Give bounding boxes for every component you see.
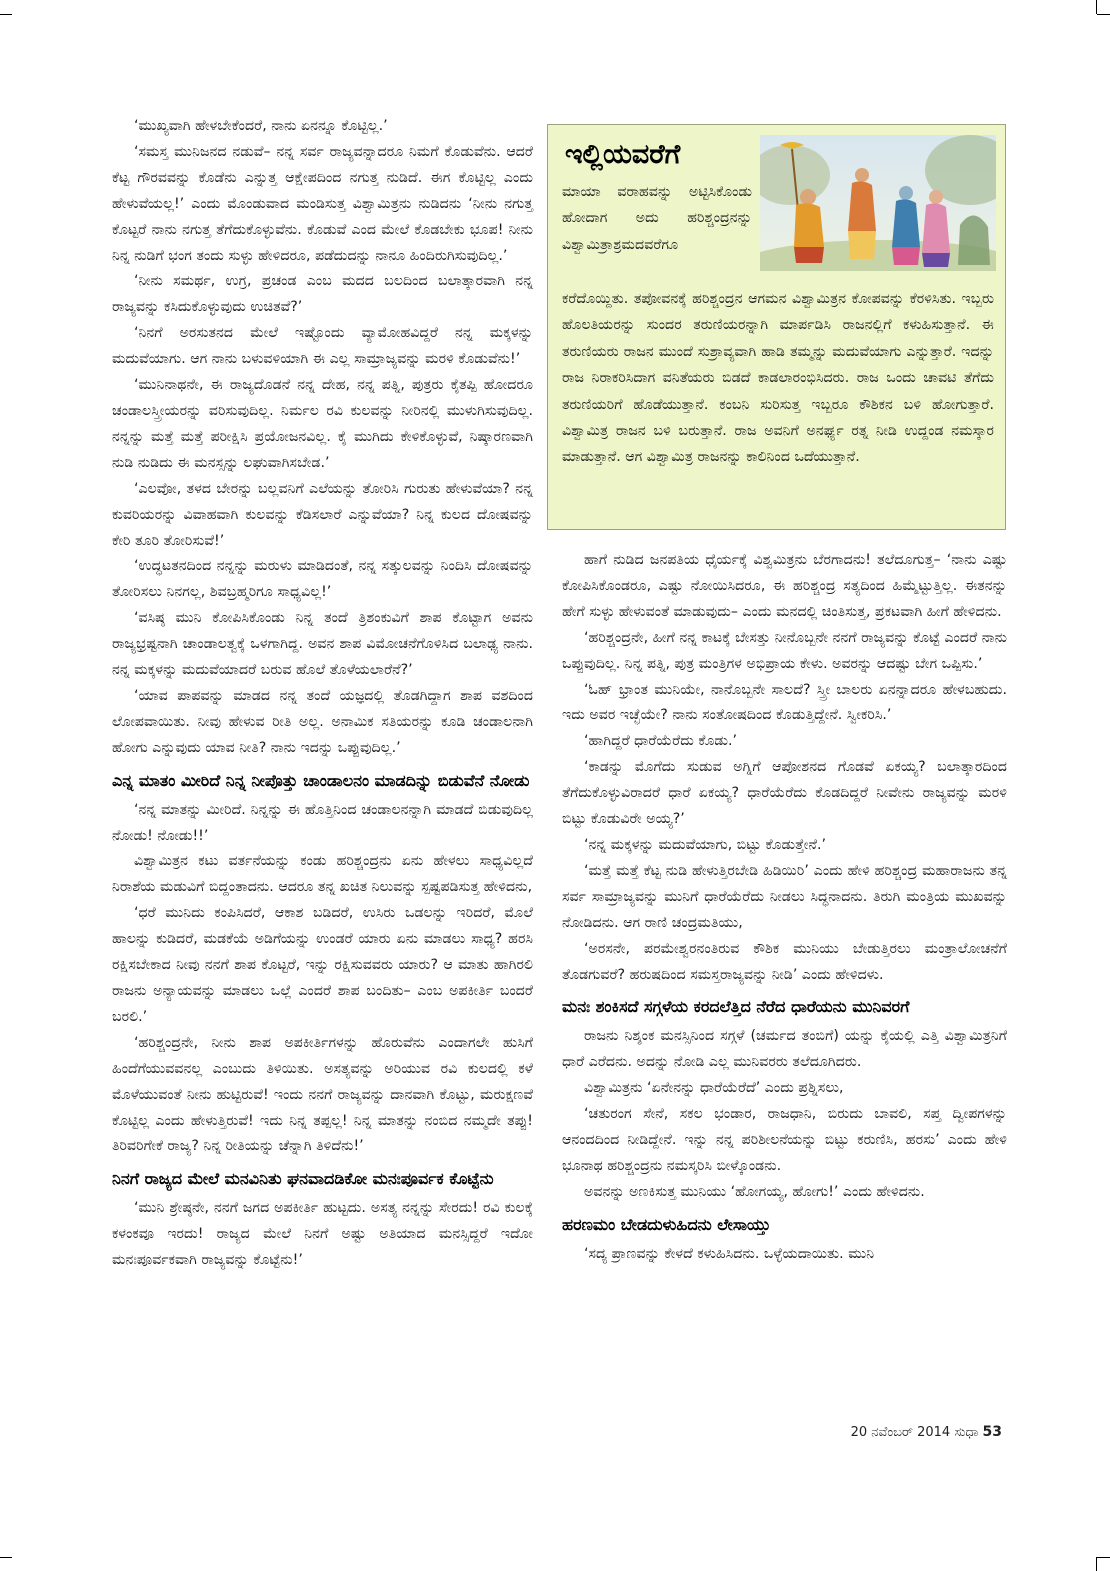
paragraph: ‘ಮುನಿ ಶ್ರೇಷ್ಠನೇ, ನನಗೆ ಜಗದ ಅಪಕೀರ್ತಿ ಹುಟ್ಟದು. ಅಸತ್ಯ ನನ್ನನ್ನು ಸೇರದು! ರವಿ ಕುಲಕ್ಕೆ ಕಳಂಕವೂ ಇರದು! ರಾಜ್ಯದ ಮೇಲೆ ನಿನಗೆ ಅಷ್ಟು ಅತಿಯಾದ ಮನಸ್ಸಿದ್ದರೆ ಇದೋ ಮನಃಪೂರ್ವಕವಾಗಿ ರಾಜ್ಯವನ್ನು ಕೊಟ್ಟೆನು!’	[112, 1200, 533, 1269]
crop-mark-bottom-right-h	[1097, 1557, 1110, 1558]
crop-mark-bottom-right-v	[1096, 1557, 1097, 1571]
paragraph: ‘ಸಮಸ್ತ ಮುನಿಜನದ ನಡುವೆ– ನನ್ನ ಸರ್ವ ರಾಜ್ಯವನ್ನಾದರೂ ನಿಮಗೆ ಕೊಡುವೆನು. ಆದರೆ ಕೆಟ್ಟ ಗೌರವವನ್ನು ಕೊಡೆನು ಎನ್ನುತ್ತ ಆಕ್ಷೇಪದಿಂದ ನಗುತ್ತ ನುಡಿದೆ. ಈಗ ಕೊಟ್ಟಿಲ್ಲ ಎಂದು ಹೇಳುವೆಯಲ್ಲ!’ ಎಂದು ಮೊಂಡುವಾದ ಮಂಡಿಸುತ್ತ ವಿಶ್ವಾಮಿತ್ರನು ನುಡಿದನು ‘ನೀನು ನಗುತ್ತ ಕೊಟ್ಟರೆ ನಾನು ನಗುತ್ತ ತೆಗೆದುಕೊಳ್ಳುವೆನು. ಕೊಡುವೆ ಎಂದ ಮೇಲೆ ಕೊಡಬೇಕು ಭೂಪ! ನೀನು ನಿನ್ನ ನುಡಿಗೆ ಭಂಗ ತಂದು ಸುಳ್ಳು ಹೇಳಿದರೂ, ಪಡೆದುದನ್ನು ನಾನೂ ಹಿಂದಿರುಗಿಸುವುದಿಲ್ಲ.’	[112, 143, 533, 264]
paragraph: ‘ನನ್ನ ಮಾತನ್ನು ಮೀರಿದೆ. ನಿನ್ನನ್ನು ಈ ಹೊತ್ತಿನಿಂದ ಚಂಡಾಲನನ್ನಾಗಿ ಮಾಡದೆ ಬಿಡುವುದಿಲ್ಲ ನೋಡು! ನೋಡು!!’	[112, 801, 533, 844]
crop-mark-top-left	[0, 14, 12, 15]
paragraph: ‘ಸದ್ಯ ಪ್ರಾಣವನ್ನು ಕೇಳದೆ ಕಳುಹಿಸಿದನು. ಒಳ್ಳೆಯದಾಯಿತು. ಮುನಿ	[584, 1245, 875, 1262]
paragraph: ‘ನೀನು ಸಮರ್ಥ, ಉಗ್ರ, ಪ್ರಚಂಡ ಎಂಬ ಮದದ ಬಲದಿಂದ ಬಲಾತ್ಕಾರವಾಗಿ ನನ್ನ ರಾಜ್ಯವನ್ನು ಕಸಿದುಕೊಳ್ಳುವುದು ಉಚಿತವೆ?’	[112, 273, 533, 316]
page-number: 53	[982, 1424, 1002, 1440]
paragraph: ‘ಓಹ್ ಭ್ರಾಂತ ಮುನಿಯೇ, ನಾನೊಬ್ಬನೇ ಸಾಲದೆ? ಸ್ತ್ರೀ ಬಾಲರು ಏನನ್ನಾದರೂ ಹೇಳಬಹುದು. ಇದು ಅವರ ಇಚ್ಛೆಯೇ? ನಾನು ಸಂತೋಷದಿಂದ ಕೊಡುತ್ತಿದ್ದೇನೆ. ಸ್ವೀಕರಿಸಿ.’	[562, 681, 1007, 724]
issue-date: 20 ನವೆಂಬರ್ 2014	[850, 1425, 951, 1440]
paragraph: ‘ಮುನಿನಾಥನೇ, ಈ ರಾಜ್ಯದೊಡನೆ ನನ್ನ ದೇಹ, ನನ್ನ ಪತ್ನಿ, ಪುತ್ರರು ಕೈತಪ್ಪಿ ಹೋದರೂ ಚಂಡಾಲಸ್ತ್ರೀಯರನ್ನು ವರಿಸುವುದಿಲ್ಲ. ನಿರ್ಮಲ ರವಿ ಕುಲವನ್ನು ನೀರಿನಲ್ಲಿ ಮುಳುಗಿಸುವುದಿಲ್ಲ. ನನ್ನನ್ನು ಮತ್ತೆ ಮತ್ತೆ ಪರೀಕ್ಷಿಸಿ ಪ್ರಯೋಜನವಿಲ್ಲ. ಕೈ ಮುಗಿದು ಕೇಳಿಕೊಳ್ಳುವೆ, ನಿಷ್ಕಾರಣವಾಗಿ ನುಡಿ ನುಡಿದು ಈ ಮನಸ್ಸನ್ನು ಲಘುವಾಗಿಸಬೇಡ.’	[112, 377, 533, 471]
paragraph: ‘ಹಾಗಿದ್ದರೆ ಧಾರೆಯೆರೆದು ಕೊಡು.’	[584, 733, 737, 750]
paragraph: ‘ಚತುರಂಗ ಸೇನೆ, ಸಕಲ ಭಂಡಾರ, ರಾಜಧಾನಿ, ಬಿರುದು ಬಾವಲಿ, ಸಪ್ತ ದ್ವೀಪಗಳನ್ನು ಆನಂದದಿಂದ ನೀಡಿದ್ದೇನೆ. ಇನ್ನು ನನ್ನ ಪರಿಶೀಲನೆಯನ್ನು ಬಿಟ್ಟು ಕರುಣಿಸಿ, ಹರಸು’ ಎಂದು ಹೇಳಿ ಭೂನಾಥ ಹರಿಶ್ಚಂದ್ರನು ನಮಸ್ಕರಿಸಿ ಬೀಳ್ಕೊಂಡನು.	[562, 1106, 1007, 1174]
paragraph: ಹಾಗೆ ನುಡಿದ ಜನಪತಿಯ ಧೈರ್ಯಕ್ಕೆ ವಿಶ್ವಮಿತ್ರನು ಬೆರಗಾದನು! ತಲೆದೂಗುತ್ತ– ‘ನಾನು ಎಷ್ಟು ಕೋಪಿಸಿಕೊಂಡರೂ, ಎಷ್ಟು ನೋಯಿಸಿದರೂ, ಈ ಹರಿಶ್ಚಂದ್ರ ಸತ್ಯದಿಂದ ಹಿಮ್ಮೆಟ್ಟುತ್ತಿಲ್ಲ. ಈತನನ್ನು ಹೇಗೆ ಸುಳ್ಳು ಹೇಳುವಂತೆ ಮಾಡುವುದು– ಎಂದು ಮನದಲ್ಲಿ ಚಿಂತಿಸುತ್ತ, ಪ್ರಕಟವಾಗಿ ಹೀಗೆ ಹೇಳಿದನು.	[562, 552, 1007, 620]
paragraph: ‘ನಿನಗೆ ಅರಸುತನದ ಮೇಲೆ ಇಷ್ಟೊಂದು ವ್ಯಾಮೋಹವಿದ್ದರೆ ನನ್ನ ಮಕ್ಕಳನ್ನು ಮದುವೆಯಾಗು. ಆಗ ನಾನು ಬಳುವಳಿಯಾಗಿ ಈ ಎಲ್ಲ ಸಾಮ್ರಾಜ್ಯವನ್ನು ಮರಳಿ ಕೊಡುವೆನು!’	[112, 325, 533, 368]
right-column	[562, 548, 1007, 1268]
paragraph: ರಾಜನು ನಿಶ್ಶಂಕ ಮನಸ್ಸಿನಿಂದ ಸಗ್ಗಳೆ (ಚರ್ಮದ ತಂಬಿಗೆ) ಯನ್ನು ಕೈಯಲ್ಲಿ ಎತ್ತಿ ವಿಶ್ವಾಮಿತ್ರನಿಗೆ ಧಾರೆ ಎರೆದನು. ಅದನ್ನು ನೋಡಿ ಎಲ್ಲ ಮುನಿವರರು ತಲೆದೂಗಿದರು.	[562, 1028, 1007, 1071]
paragraph: ‘ಮತ್ತೆ ಮತ್ತೆ ಕೆಟ್ಟ ನುಡಿ ಹೇಳುತ್ತಿರಬೇಡಿ ಹಿಡಿಯಿರಿ’ ಎಂದು ಹೇಳಿ ಹರಿಶ್ಚಂದ್ರ ಮಹಾರಾಜನು ತನ್ನ ಸರ್ವ ಸಾಮ್ರಾಜ್ಯವನ್ನು ಮುನಿಗೆ ಧಾರೆಯೆರೆದು ನೀಡಲು ಸಿದ್ಧನಾದನು. ತಿರುಗಿ ಮಂತ್ರಿಯ ಮುಖವನ್ನು ನೋಡಿದನು. ಆಗ ರಾಣಿ ಚಂದ್ರಮತಿಯು,	[562, 862, 1007, 931]
paragraph: ‘ವಸಿಷ್ಠ ಮುನಿ ಕೋಪಿಸಿಕೊಂಡು ನಿನ್ನ ತಂದೆ ತ್ರಿಶಂಕುವಿಗೆ ಶಾಪ ಕೊಟ್ಟಾಗ ಅವನು ರಾಜ್ಯಭ್ರಷ್ಟನಾಗಿ ಚಾಂಡಾಲತ್ವಕ್ಕೆ ಒಳಗಾಗಿದ್ದ. ಅವನ ಶಾಪ ವಿಮೋಚನೆಗೊಳಿಸಿದ ಬಲಾಢ್ಯ ನಾನು. ನನ್ನ ಮಕ್ಕಳನ್ನು ಮದುವೆಯಾದರೆ ಬರುವ ಹೊಲೆ ತೊಳೆಯಲಾರೆನೆ?’	[112, 610, 533, 679]
summary-text-narrow	[562, 179, 752, 258]
paragraph: ಅವನನ್ನು ಅಣಕಿಸುತ್ತ ಮುನಿಯು ‘ಹೋಗಯ್ಯ, ಹೋಗು!’ ಎಂದು ಹೇಳಿದನು.	[584, 1183, 925, 1200]
paragraph: ‘ಉದ್ಧಟತನದಿಂದ ನನ್ನನ್ನು ಮರುಳು ಮಾಡಿದಂತೆ, ನನ್ನ ಸತ್ಕುಲವನ್ನು ನಿಂದಿಸಿ ದೋಷವನ್ನು ತೋರಿಸಲು ನಿನಗಲ್ಲ, ಶಿವಬ್ರಹ್ಮರಿಗೂ ಸಾಧ್ಯವಿಲ್ಲ!’	[112, 558, 533, 601]
paragraph: ‘ಮುಖ್ಯವಾಗಿ ಹೇಳಬೇಕೆಂದರೆ, ನಾನು ಏನನ್ನೂ ಕೊಟ್ಟಿಲ್ಲ.’	[134, 118, 388, 134]
section-heading: ಮನಃ ಶಂಕಿಸದೆ ಸಗ್ಗಳೆಯ ಕರದಲೆತ್ತಿದ ನೆರೆದ ಧಾರೆಯನು ಮುನಿವರಗೆ	[562, 997, 910, 1017]
crop-mark-top-right-h	[1097, 14, 1110, 15]
left-column	[112, 114, 533, 1274]
section-heading: ಎನ್ನ ಮಾತಂ ಮೀರಿದೆ ನಿನ್ನ ನೀಪೊತ್ತು ಚಾಂಡಾಲನಂ ಮಾಡದಿನ್ನು ಬಿಡುವೆನೆ ನೋಡು	[112, 770, 530, 790]
paragraph: ‘ನನ್ನ ಮಕ್ಕಳನ್ನು ಮದುವೆಯಾಗು, ಬಿಟ್ಟು ಕೊಡುತ್ತೇನೆ.’	[584, 836, 826, 853]
paragraph: ‘ಎಲವೋ, ತಳದ ಬೇರನ್ನು ಬಲ್ಲವನಿಗೆ ಎಲೆಯನ್ನು ತೋರಿಸಿ ಗುರುತು ಹೇಳುವೆಯಾ? ನನ್ನ ಕುವರಿಯರನ್ನು ವಿವಾಹವಾಗಿ ಕುಲವನ್ನು ಕೆಡಿಸಲಾರೆ ಎನ್ನುವೆಯಾ? ನಿನ್ನ ಕುಲದ ದೋಷವನ್ನು ಕೇರಿ ತೂರಿ ತೋರಿಸುವೆ!’	[112, 480, 533, 549]
section-heading: ನಿನಗೆ ರಾಜ್ಯದ ಮೇಲೆ ಮನವಿನಿತು ಘನವಾದಡಿಕೋ ಮನಃಪೂರ್ವಕ ಕೊಟ್ಟೆನು	[112, 1169, 494, 1189]
page-footer	[851, 1424, 1002, 1440]
paragraph: ‘ಕಾಡನ್ನು ಮೊಗೆದು ಸುಡುವ ಅಗ್ನಿಗೆ ಆಪೋಶನದ ಗೊಡವೆ ಏಕಯ್ಯ? ಬಲಾತ್ಕಾರದಿಂದ ತೆಗೆದುಕೊಳ್ಳುವಿರಾದರೆ ಧಾರೆ ಏಕಯ್ಯ? ಧಾರೆಯೆರೆದು ಕೊಡದಿದ್ದರೆ ನೀವೇನು ರಾಜ್ಯವನ್ನು ಮರಳಿ ಬಿಟ್ಟು ಕೊಡುವಿರೇ ಅಯ್ಯ?’	[562, 759, 1007, 828]
crop-mark-bottom-left	[0, 1557, 12, 1558]
summary-paragraph-wide: ಕರೆದೊಯ್ದಿತು. ತಪೋವನಕ್ಕೆ ಹರಿಶ್ಚಂದ್ರನ ಆಗಮನ ವಿಶ್ವಾಮಿತ್ರನ ಕೋಪವನ್ನು ಕೆರಳಿಸಿತು. ಇಬ್ಬರು ಹೊಲತಿಯರನ್ನು ಸುಂದರ ತರುಣಿಯರನ್ನಾಗಿ ಮಾರ್ಪಡಿಸಿ ರಾಜನಲ್ಲಿಗೆ ಕಳುಹಿಸುತ್ತಾನೆ. ಈ ತರುಣಿಯರು ರಾಜನ ಮುಂದೆ ಸುಶ್ರಾವ್ಯವಾಗಿ ಹಾಡಿ ತಮ್ಮನ್ನು ಮದುವೆಯಾಗು ಎನ್ನುತ್ತಾರೆ. ಇದನ್ನು ರಾಜ ನಿರಾಕರಿಸಿದಾಗ ವನಿತೆಯರು ಬಿಡದೆ ಕಾಡಲಾರಂಭಿಸಿದರು. ರಾಜ ಒಂದು ಚಾವಟಿ ತೆಗೆದು ತರುಣಿಯರಿಗೆ ಹೊಡೆಯುತ್ತಾನೆ. ಕಂಬನಿ ಸುರಿಸುತ್ತ ಇಬ್ಬರೂ ಕೌಶಿಕನ ಬಳಿ ಹೋಗುತ್ತಾರೆ. ವಿಶ್ವಾಮಿತ್ರ ರಾಜನ ಬಳಿ ಬರುತ್ತಾನೆ. ರಾಜ ಅವನಿಗೆ ಅನರ್ಘ್ಯ ರತ್ನ ನೀಡಿ ಉದ್ದಂಡ ನಮಸ್ಕಾರ ಮಾಡುತ್ತಾನೆ. ಆಗ ವಿಶ್ವಾಮಿತ್ರ ರಾಜನನ್ನು ಕಾಲಿನಿಂದ ಒದೆಯುತ್ತಾನೆ.	[562, 291, 994, 466]
summary-title: ಇಲ್ಲಿಯವರೆಗೆ	[565, 139, 681, 170]
paragraph: ವಿಶ್ವಾಮಿತ್ರನು ‘ಏನೇನನ್ನು ಧಾರೆಯೆರೆದೆ’ ಎಂದು ಪ್ರಶ್ನಿಸಲು,	[584, 1080, 844, 1097]
paragraph: ವಿಶ್ವಾಮಿತ್ರನ ಕಟು ವರ್ತನೆಯನ್ನು ಕಂಡು ಹರಿಶ್ಚಂದ್ರನು ಏನು ಹೇಳಲು ಸಾಧ್ಯವಿಲ್ಲದೆ ನಿರಾಶೆಯ ಮಡುವಿಗೆ ಬಿದ್ದಂತಾದನು. ಆದರೂ ತನ್ನ ಖಚಿತ ನಿಲುವನ್ನು ಸ್ಪಷ್ಟಪಡಿಸುತ್ತ ಹೇಳಿದನು,	[112, 853, 533, 896]
summary-box	[547, 124, 1006, 530]
paragraph: ‘ಹರಿಶ್ಚಂದ್ರನೇ, ನೀನು ಶಾಪ ಅಪಕೀರ್ತಿಗಳನ್ನು ಹೊರುವೆನು ಎಂದಾಗಲೇ ಹುಸಿಗೆ ಹಿಂದೆಗೆಯುವವನಲ್ಲ ಎಂಬುದು ತಿಳಿಯಿತು. ಅಸತ್ಯವನ್ನು ಅರಿಯುವ ರವಿ ಕುಲದಲ್ಲಿ ಕಳೆ ಮೊಳೆಯುವಂತೆ ನೀನು ಹುಟ್ಟಿರುವೆ! ಇಂದು ನನಗೆ ರಾಜ್ಯವನ್ನು ದಾನವಾಗಿ ಕೊಟ್ಟು, ಮರುಕ್ಷಣವೆ ಕೊಟ್ಟಿಲ್ಲ ಎಂದು ಹೇಳುತ್ತಿರುವೆ! ಇದು ನಿನ್ನ ತಪ್ಪಲ್ಲ! ನಿನ್ನ ಮಾತನ್ನು ನಂಬಿದ ನಮ್ಮದೇ ತಪ್ಪು! ತಿರಿವರಿಗೇಕೆ ರಾಜ್ಯ? ನಿನ್ನ ರೀತಿಯನ್ನು ಚೆನ್ನಾಗಿ ತಿಳಿದೆನು!’	[112, 1034, 533, 1155]
illustration-svg	[760, 135, 996, 271]
paragraph: ‘ಧರೆ ಮುನಿದು ಕಂಪಿಸಿದರೆ, ಆಕಾಶ ಬಡಿದರೆ, ಉಸಿರು ಒಡಲನ್ನು ಇರಿದರೆ, ಮೊಲೆ ಹಾಲನ್ನು ಕುಡಿದರೆ, ಮಡಕೆಯೆ ಅಡಿಗೆಯನ್ನು ಉಂಡರೆ ಯಾರು ಏನು ಮಾಡಲು ಸಾಧ್ಯ? ಹರಸಿ ರಕ್ಷಿಸಬೇಕಾದ ನೀವು ನನಗೆ ಶಾಪ ಕೊಟ್ಟರೆ, ಇನ್ನು ರಕ್ಷಿಸುವವರು ಯಾರು? ಆ ಮಾತು ಹಾಗಿರಲಿ ರಾಜನು ಅನ್ಯಾಯವನ್ನು ಮಾಡಲು ಒಲ್ಲೆ ಎಂದರೆ ಶಾಪ ಬಂದಿತು– ಎಂಬ ಅಪಕೀರ್ತಿ ಬಂದರೆ ಬರಲಿ.’	[112, 905, 533, 1025]
summary-text-wide	[562, 286, 994, 471]
harishchandra-illustration	[760, 135, 996, 271]
magazine-name: ಸುಧಾ	[954, 1425, 979, 1440]
section-heading: ಹರಣಮಂ ಬೇಡದುಳುಹಿದನು ಲೇಸಾಯ್ತು	[562, 1214, 771, 1234]
summary-paragraph-narrow: ಮಾಯಾ ವರಾಹವನ್ನು ಅಟ್ಟಿಸಿಕೊಂಡು ಹೋದಾಗ ಅದು ಹರಿಶ್ಚಂದ್ರನನ್ನು ವಿಶ್ವಾಮಿತ್ರಾಶ್ರಮದವರೆಗೂ	[562, 184, 752, 253]
paragraph: ‘ಅರಸನೇ, ಪರಮೇಶ್ವರನಂತಿರುವ ಕೌಶಿಕ ಮುನಿಯು ಬೇಡುತ್ತಿರಲು ಮಂತ್ರಾಲೋಚನೆಗೆ ತೊಡಗುವರೆ? ಹರುಷದಿಂದ ಸಮಸ್ತರಾಜ್ಯವನ್ನು ನೀಡಿ’ ಎಂದು ಹೇಳಿದಳು.	[562, 940, 1007, 983]
crop-mark-top-right-v	[1096, 0, 1097, 14]
paragraph: ‘ಯಾವ ಪಾಪವನ್ನು ಮಾಡದ ನನ್ನ ತಂದೆ ಯಜ್ಞದಲ್ಲಿ ತೊಡಗಿದ್ದಾಗ ಶಾಪ ವಶದಿಂದ ಲೋಪವಾಯಿತು. ನೀವು ಹೇಳುವ ರೀತಿ ಅಲ್ಲ. ಅನಾಮಿಕ ಸತಿಯರನ್ನು ಕೂಡಿ ಚಂಡಾಲನಾಗಿ ಹೋಗು ಎನ್ನುವುದು ಯಾವ ನೀತಿ? ನಾನು ಇದನ್ನು ಒಪ್ಪುವುದಿಲ್ಲ.’	[112, 687, 533, 756]
paragraph: ‘ಹರಿಶ್ಚಂದ್ರನೇ, ಹೀಗೆ ನನ್ನ ಕಾಟಕ್ಕೆ ಬೇಸತ್ತು ನೀನೊಬ್ಬನೇ ನನಗೆ ರಾಜ್ಯವನ್ನು ಕೊಟ್ಟೆ ಎಂದರೆ ನಾನು ಒಪ್ಪುವುದಿಲ್ಲ. ನಿನ್ನ ಪತ್ನಿ, ಪುತ್ರ ಮಂತ್ರಿಗಳ ಅಭಿಪ್ರಾಯ ಕೇಳು. ಅವರನ್ನು ಆದಷ್ಟು ಬೇಗ ಒಪ್ಪಿಸು.’	[562, 629, 1007, 672]
